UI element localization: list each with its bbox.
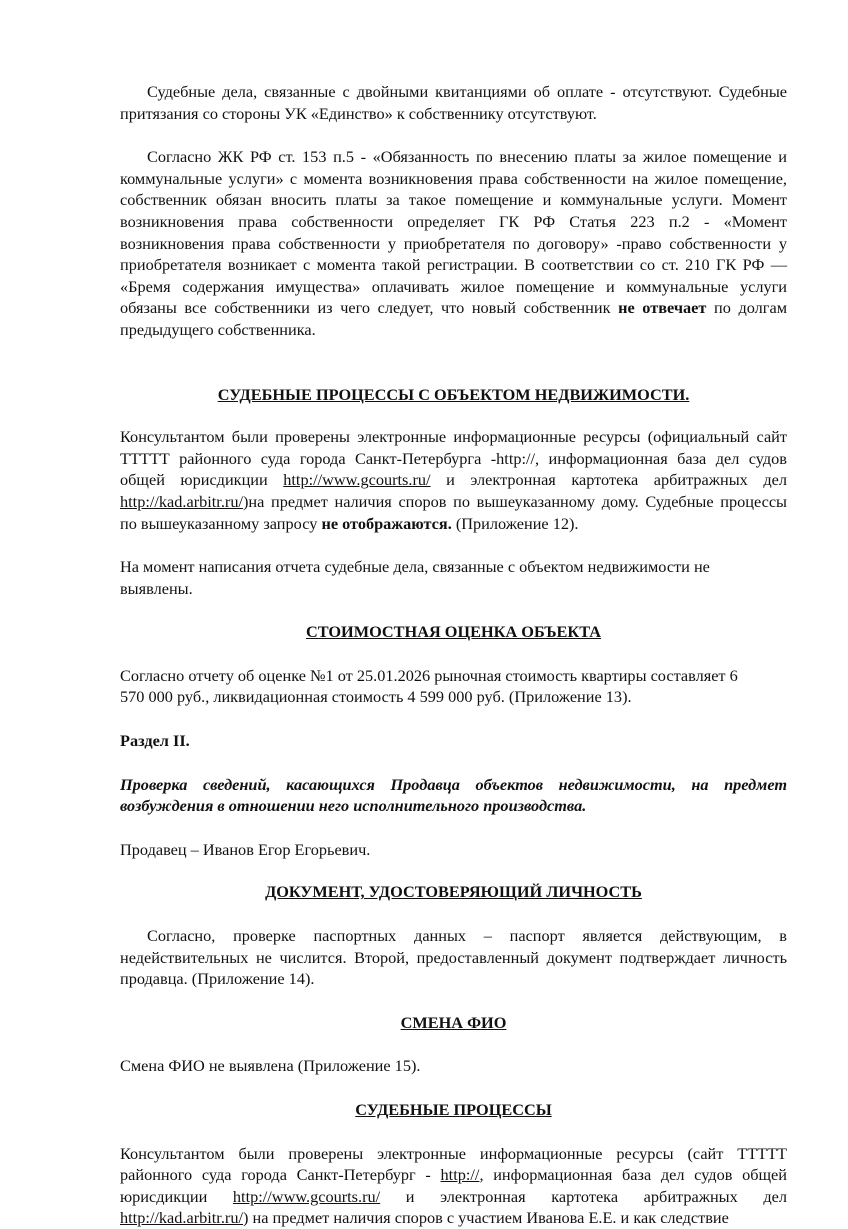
link-gcourts[interactable]: http://www.gcourts.ru/ (283, 470, 431, 490)
paragraph-valuation: Согласно отчету об оценке №1 от 25.01.2026 рыночная стоимость квартиры составляет 6 570 000 руб., ликвидационная стоимость 4 599 000 руб. (Приложение 13). (120, 665, 738, 707)
seller-name: Продавец – Иванов Егор Егорьевич. (120, 839, 371, 859)
heading-name-change: СМЕНА ФИО (400, 1012, 507, 1032)
link-gcourts[interactable]: http://www.gcourts.ru/ (232, 1186, 381, 1206)
paragraph-court-check-seller: Консультантом были проверены электронные информационные ресурсы (сайт ТТТТТ районного суда города Санкт-Петербург - http://, информационная база дел судов общей юрисдикции http://www.gcourts.ru/ и электронная картотека арбитражных дел http://kad.arbitr.ru/) на предмет наличия споров с участием Иванова Е.Е. и как следствие (120, 1143, 787, 1228)
section-2-subtitle: Проверка сведений, касающихся Продавца объектов недвижимости, на предмет возбуждения в отношении него исполнительного производства. (120, 774, 787, 816)
heading-valuation: СТОИМОСТНАЯ ОЦЕНКА ОБЪЕКТА (305, 622, 602, 642)
paragraph-no-court-cases: На момент написания отчета судебные дела, связанные с объектом недвижимости не выявлены. (120, 557, 710, 598)
heading-identity-document: ДОКУМЕНТ, УДОСТОВЕРЯЮЩИЙ ЛИЧНОСТЬ (265, 882, 642, 902)
paragraph-name-change: Смена ФИО не выявлена (Приложение 15). (120, 1056, 421, 1076)
link-kad-arbitr[interactable]: http://kad.arbitr.ru/ (120, 1208, 243, 1228)
document-page (120, 81, 787, 1229)
section-2-title: Раздел II. (120, 731, 190, 751)
paragraph-housing-code: Согласно ЖК РФ ст. 153 п.5 - «Обязанность по внесению платы за жилое помещение и коммунальные услуги» с момента возникновения права собственности на жилое помещение, собственник обязан вносить платы за такое помещение и коммунальные услуги. Момент возникновения права собственности определяет ГК РФ Статья 223 п.2 - «Момент возникновения права собственности у приобретателя по договору» -право собственности у приобретателя возникает с момента такой регистрации. В соответствии со ст. 210 ГК РФ — «Бремя содержания имущества» оплачивать жилое помещение и коммунальные услуги обязаны все собственники из чего следует, что новый собственник не отвечает по долгам предыдущего собственника. (120, 147, 787, 339)
paragraph-double-receipts: Судебные дела, связанные с двойными квитанциями об оплате - отсутствуют. Судебные притязания со стороны УК «Единство» к собственнику отсутствуют. (120, 82, 787, 123)
paragraph-passport-check: Согласно, проверке паспортных данных – паспорт является действующим, в недействительных не числится. Второй, предоставленный документ подтверждает личность продавца. (Приложение 14). (120, 926, 787, 989)
paragraph-court-check-property: Консультантом были проверены электронные информационные ресурсы (официальный сайт ТТТТТ районного суда города Санкт-Петербурга -http://, информационная база дел судов общей юрисдикции http://www.gcourts.ru/ и электронная картотека арбитражных дел http://kad.arbitr.ru/)на предмет наличия споров по вышеуказанному дому. Судебные процессы по вышеуказанному запросу не отображаются. (Приложение 12). (120, 427, 787, 533)
link-district-court[interactable]: http:// (440, 1165, 480, 1185)
heading-court-property: СУДЕБНЫЕ ПРОЦЕССЫ С ОБЪЕКТОМ НЕДВИЖИМОСТИ. (217, 384, 690, 404)
link-kad-arbitr[interactable]: http://kad.arbitr.ru/ (120, 491, 243, 511)
heading-court-processes: СУДЕБНЫЕ ПРОЦЕССЫ (355, 1100, 552, 1119)
emphasis-not-liable: не отвечает (618, 298, 707, 318)
emphasis-not-displayed: не отображаются. (321, 513, 452, 533)
